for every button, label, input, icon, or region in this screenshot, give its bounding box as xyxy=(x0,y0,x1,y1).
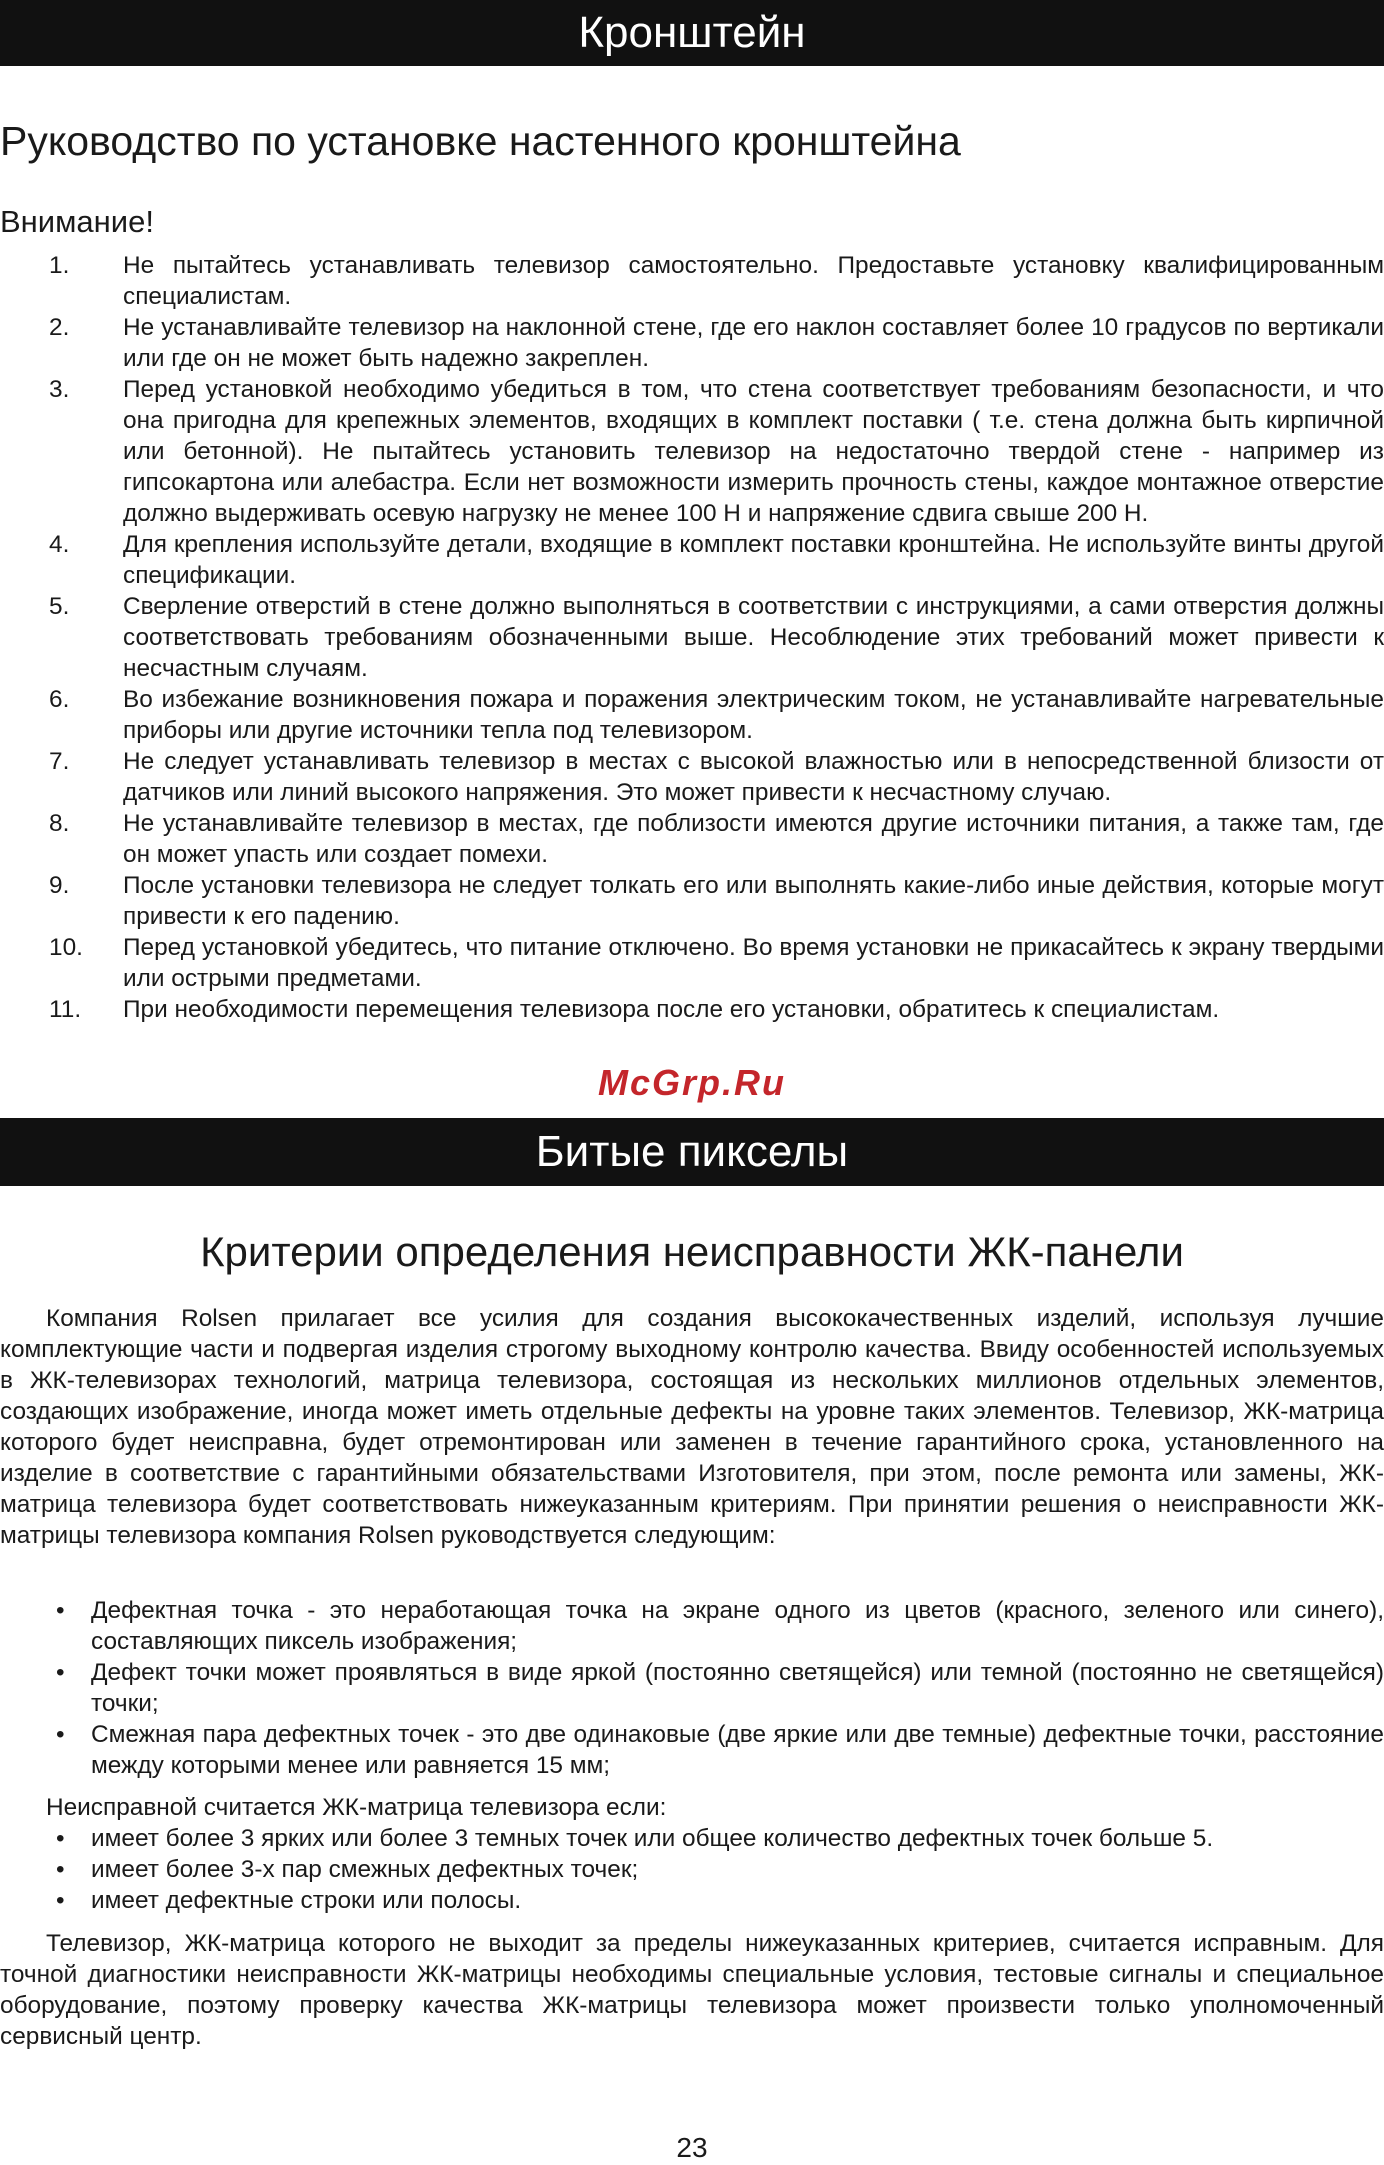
item-number: 3. xyxy=(49,376,70,403)
item-number: 9. xyxy=(49,872,70,899)
intro-paragraph: Компания Rolsen прилагает все усилия для создания высококачественных изделий, используя лучшие комплектующие части и подвергая изделия строгому выходному контролю качества. Ввиду особенностей используемых в ЖК-телевизорах технологий, матрица телевизора, состоящая из нескольких миллионов отдельных элементов, создающих изображение, иногда может иметь отдельные дефекты на уровне таких элементов. Телевизор, ЖК-матрица которого будет неисправна, будет отремонтирован или заменен в течение гарантийного срока, установленного на изделие в соответствие с гарантийными обязательствами Изготовителя, при этом, после ремонта или замены, ЖК-матрица телевизора будет соответствовать нижеуказанным критериям. При принятии решения о неисправности ЖК-матрицы телевизора компания Rolsen руководствуется следующим: xyxy=(0,1305,1384,1549)
item-text: После установки телевизора не следует толкать его или выполнять какие-либо иные действия, которые могут привести к его падению. xyxy=(123,872,1384,930)
item-number: 8. xyxy=(49,810,70,837)
bullet-icon: • xyxy=(56,1597,65,1624)
criteria-list xyxy=(0,1823,1384,1916)
list-item xyxy=(0,529,1384,591)
bullet-icon: • xyxy=(56,1825,65,1852)
warning-heading: Внимание! xyxy=(0,204,154,239)
watermark-logo: McGrp.Ru xyxy=(597,1062,786,1103)
item-text: Перед установкой необходимо убедиться в том, что стена соответствует требованиям безопасности, и что она пригодна для крепежных элементов, входящих в комплект поставки ( т.е. стена должна быть кирпичной или бетонной). Не пытайтесь установить телевизор на недостаточно твердой стене - например из гипсокартона или алебастра. Если нет возможности измерить прочность стены, каждое монтажное отверстие должно выдерживать осевую нагрузку не менее 100 Н и напряжение сдвига свыше 200 Н. xyxy=(123,376,1384,527)
list-item xyxy=(0,591,1384,684)
conclusion-paragraph: Телевизор, ЖК-матрица которого не выходит за пределы нижеуказанных критериев, считается исправным. Для точной диагностики неисправности ЖК-матрицы необходимы специальные условия, тестовые сигналы и специальное оборудование, поэтому проверку качества ЖК-матрицы телевизора может произвести только уполномоченный сервисный центр. xyxy=(0,1930,1384,2050)
section-title: Битые пикселы xyxy=(535,1127,849,1176)
section-heading: Критерии определения неисправности ЖК-панели xyxy=(200,1228,1184,1275)
list-item xyxy=(0,312,1384,374)
item-number: 11. xyxy=(49,996,82,1023)
definitions-list xyxy=(0,1595,1384,1781)
list-item xyxy=(0,684,1384,746)
item-text: Дефект точки может проявляться в виде яркой (постоянно светящейся) или темной (постоянно не светящейся) точки; xyxy=(91,1659,1384,1717)
list-item xyxy=(0,1885,1384,1916)
section-bar-dead-pixels xyxy=(0,1118,1384,1186)
list-item xyxy=(0,1657,1384,1719)
item-text: Перед установкой убедитесь, что питание отключено. Во время установки не прикасайтесь к экрану твердыми или острыми предметами. xyxy=(123,934,1384,992)
list-item xyxy=(0,1854,1384,1885)
item-number: 7. xyxy=(49,748,70,775)
item-text: Не устанавливайте телевизор в местах, где поблизости имеются другие источники питания, а также там, где он может упасть или создает помехи. xyxy=(123,810,1384,868)
item-text: Не устанавливайте телевизор на наклонной стене, где его наклон составляет более 10 градусов по вертикали или где он не может быть надежно закреплен. xyxy=(123,314,1384,372)
section-bar-bracket xyxy=(0,0,1384,66)
list-item xyxy=(0,374,1384,529)
item-text: имеет более 3 ярких или более 3 темных точек или общее количество дефектных точек больше 5. xyxy=(91,1825,1214,1852)
item-number: 5. xyxy=(49,593,70,620)
item-text: При необходимости перемещения телевизора после его установки, обратитесь к специалистам. xyxy=(123,996,1220,1023)
list-item xyxy=(0,1595,1384,1657)
section-title: Кронштейн xyxy=(578,8,806,57)
item-text: имеет более 3-х пар смежных дефектных точек; xyxy=(91,1856,639,1883)
item-text: Для крепления используйте детали, входящие в комплект поставки кронштейна. Не используйте винты другой спецификации. xyxy=(123,531,1384,589)
list-item xyxy=(0,746,1384,808)
item-text: имеет дефектные строки или полосы. xyxy=(91,1887,522,1914)
page-number: 23 xyxy=(676,2132,708,2163)
item-number: 10. xyxy=(49,934,83,961)
item-text: Не следует устанавливать телевизор в местах с высокой влажностью или в непосредственной близости от датчиков или линий высокого напряжения. Это может привести к несчастному случаю. xyxy=(123,748,1384,806)
list-item xyxy=(0,1719,1384,1781)
item-text: Дефектная точка - это неработающая точка на экране одного из цветов (красного, зеленого или синего), составляющих пиксель изображения; xyxy=(91,1597,1384,1655)
criteria-intro: Неисправной считается ЖК-матрица телевизора если: xyxy=(46,1794,667,1821)
installation-instructions-list xyxy=(0,250,1384,1025)
item-number: 4. xyxy=(49,531,70,558)
list-item xyxy=(0,870,1384,932)
item-number: 2. xyxy=(49,314,70,341)
bullet-icon: • xyxy=(56,1887,65,1914)
page-heading: Руководство по установке настенного кронштейна xyxy=(0,118,961,164)
bullet-icon: • xyxy=(56,1659,65,1686)
item-number: 1. xyxy=(49,252,70,279)
list-item xyxy=(0,808,1384,870)
item-text: Смежная пара дефектных точек - это две одинаковые (две яркие или две темные) дефектные точки, расстояние между которыми менее или равняется 15 мм; xyxy=(91,1721,1384,1779)
item-text: Во избежание возникновения пожара и поражения электрическим током, не устанавливайте нагревательные приборы или другие источники тепла под телевизором. xyxy=(123,686,1384,744)
list-item xyxy=(0,932,1384,994)
item-number: 6. xyxy=(49,686,70,713)
list-item xyxy=(0,250,1384,312)
item-text: Сверление отверстий в стене должно выполняться в соответствии с инструкциями, а сами отверстия должны соответствовать требованиям обозначенными выше. Несоблюдение этих требований может привести к несчастным случаям. xyxy=(123,593,1384,682)
list-item xyxy=(0,994,1384,1025)
list-item xyxy=(0,1823,1384,1854)
bullet-icon: • xyxy=(56,1856,65,1883)
item-text: Не пытайтесь устанавливать телевизор самостоятельно. Предоставьте установку квалифицированным специалистам. xyxy=(123,252,1384,310)
bullet-icon: • xyxy=(56,1721,65,1748)
